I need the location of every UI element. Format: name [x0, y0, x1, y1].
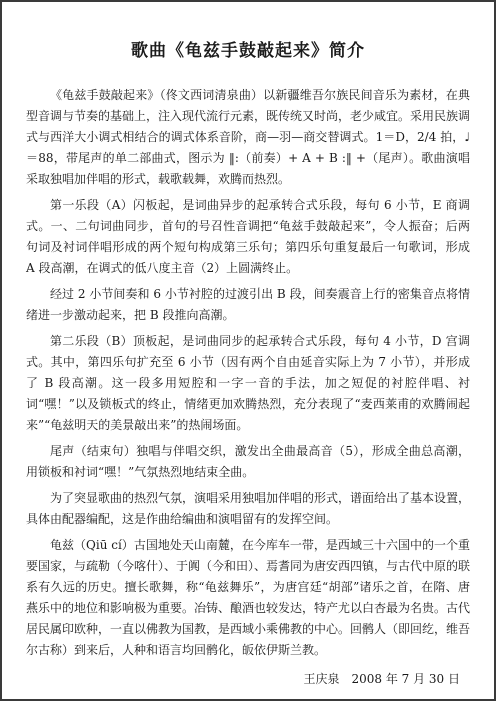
author-signature-date: 王庆泉 2008 年 7 月 30 日: [303, 672, 460, 686]
paragraph-section-a: 第一乐段（A）闪板起，是词曲异步的起承转合式乐段，每句 6 小节，E 商调式。一、二句词曲同步，首句的号召性音调把“龟兹手鼓敲起来”，令人振奋；后两句词及衬词伴唱形成的两个短句构成第三乐句；第四乐句重复最后一句歌词，形成 A 段高潮，在调式的低八度主音（2）上圆满终止。: [26, 198, 470, 275]
paragraph-coda: 尾声（结束句）独唱与伴唱交织，激发出全曲最高音（5̇），形成全曲总高潮，用锁板和衬词“嘿！”气氛热烈地结束全曲。: [26, 444, 470, 479]
paragraph-transition: 经过 2 小节间奏和 6 小节衬腔的过渡引出 B 段，间奏震音上行的密集音点将情绪进一步激动起来，把 B 段推向高潮。: [26, 287, 470, 322]
paragraph-kucha-history: 龟兹（Qiū cí）古国地处天山南麓，在今库车一带，是西域三十六国中的一个重要国家，与疏勒（今喀什）、于阗（今和田）、焉耆同为唐安西四镇，与古代中原的联系有久远的历史。擅长歌舞，称“龟兹舞乐”，为唐宫廷“胡部”诸乐之首，在隋、唐燕乐中的地位和影响极为重要。冶铸、酿酒也较发达，特产尤以白杏最为名贵。古代居民属印欧种，一直以佛教为国教，是西域小乘佛教的中心。回鹘人（即回纥，维吾尔古称）到来后，人种和语言均回鹘化，皈依伊斯兰教。: [26, 538, 471, 657]
document-title: 歌曲《龟兹手鼓敲起来》简介: [131, 41, 365, 61]
paragraph-overview: 《龟兹手鼓敲起来》（佟文西词清泉曲）以新疆维吾尔族民间音乐为素材，在典型音调与节奏的基础上，注入现代流行元素，既传统又时尚，老少咸宜。采用民族调式与西洋大小调式相结合的调式体系音阶，商—羽—商交替调式。1＝D，2/4 拍，♩＝88，带尾声的单二部曲式，图示为 ‖:（前奏）+ A + B :‖ +（尾声）。歌曲演唱采取独唱加伴唱的形式，载歌载舞，欢腾而热烈。: [26, 88, 471, 186]
paragraph-performance: 为了突显歌曲的热烈气氛，演唱采用独唱加伴唱的形式，谱面给出了基本设置，具体由配器编配，这是作曲给编曲和演唱留有的发挥空间。: [26, 491, 471, 526]
paragraph-section-b: 第二乐段（B）顶板起，是词曲同步的起承转合式乐段，每句 4 小节，D 宫调式。其中，第四乐句扩充至 6 小节（因有两个自由延音实际上为 7 小节），并形成了 B 段高潮。这一段多用短腔和一字一音的手法，加之短促的衬腔伴唱、衬词“嘿！”以及锁板式的终止，情绪更加欢腾热烈，充分表现了“麦西莱甫的欢腾闹起来”“龟兹明天的美景敲出来”的热闹场面。: [26, 334, 470, 432]
